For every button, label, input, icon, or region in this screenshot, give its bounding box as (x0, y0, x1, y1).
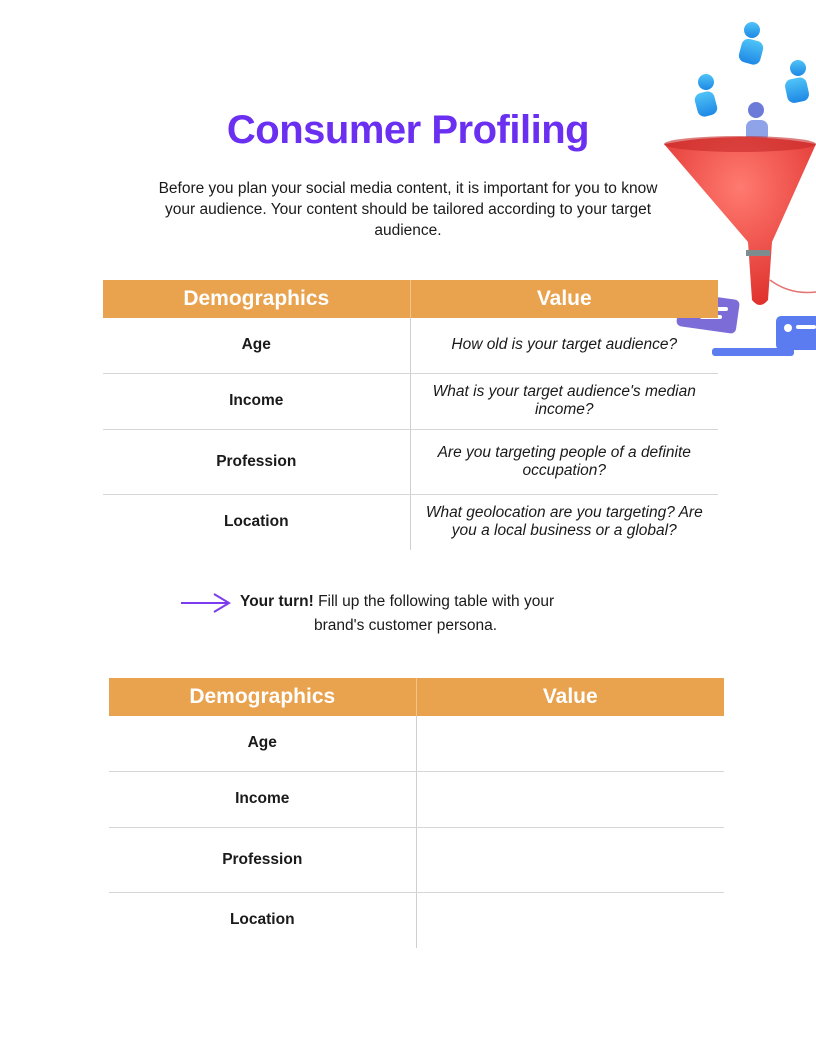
your-turn-bold: Your turn! (240, 593, 314, 610)
row-value-profession: Are you targeting people of a definite occupation? (410, 429, 718, 494)
arrow-right-icon (180, 592, 232, 614)
column-header-value: Value (416, 678, 724, 716)
person-figure-icon (737, 22, 764, 66)
table-row (109, 771, 724, 827)
page-title: Consumer Profiling (226, 108, 590, 152)
your-turn-text: Fill up the following table with your (313, 593, 555, 610)
table-row (103, 429, 718, 494)
id-card-icon (776, 316, 816, 350)
row-value-profession-blank[interactable] (416, 827, 724, 892)
row-label-age: Age (103, 318, 410, 373)
row-label-location: Location (103, 494, 410, 550)
intro-paragraph: Before you plan your social media content, it is important for you to know your audience. Your content should be tailored according to your target audience. (158, 180, 658, 239)
table-row (109, 827, 724, 892)
row-label-profession: Profession (103, 429, 410, 494)
column-header-demographics: Demographics (109, 678, 416, 716)
row-value-income: What is your target audience's median income? (410, 373, 718, 429)
table-row (109, 892, 724, 948)
fill-in-demographics-table (109, 678, 724, 948)
table-row (109, 716, 724, 771)
row-value-age: How old is your target audience? (410, 318, 718, 373)
row-value-location: What geolocation are you targeting? Are you a local business or a global? (425, 504, 703, 540)
column-header-demographics: Demographics (103, 280, 410, 318)
row-value-income-blank[interactable] (416, 771, 724, 827)
table-row (103, 373, 718, 429)
your-turn-line-2: brand's customer persona. (314, 617, 498, 634)
row-label-profession: Profession (109, 827, 416, 892)
row-label-income: Income (109, 771, 416, 827)
table-header-row (109, 678, 724, 716)
person-figure-icon (784, 60, 811, 104)
column-header-value: Value (410, 280, 718, 318)
your-turn-line-1 (240, 590, 554, 614)
row-label-income: Income (103, 373, 410, 429)
row-value-location-blank[interactable] (416, 892, 724, 948)
row-label-age: Age (109, 716, 416, 771)
row-value-age-blank[interactable] (416, 716, 724, 771)
table-row (103, 318, 718, 373)
row-label-location: Location (109, 892, 416, 948)
table-header-row (103, 280, 718, 318)
example-demographics-table (103, 280, 718, 550)
table-row (103, 494, 718, 550)
